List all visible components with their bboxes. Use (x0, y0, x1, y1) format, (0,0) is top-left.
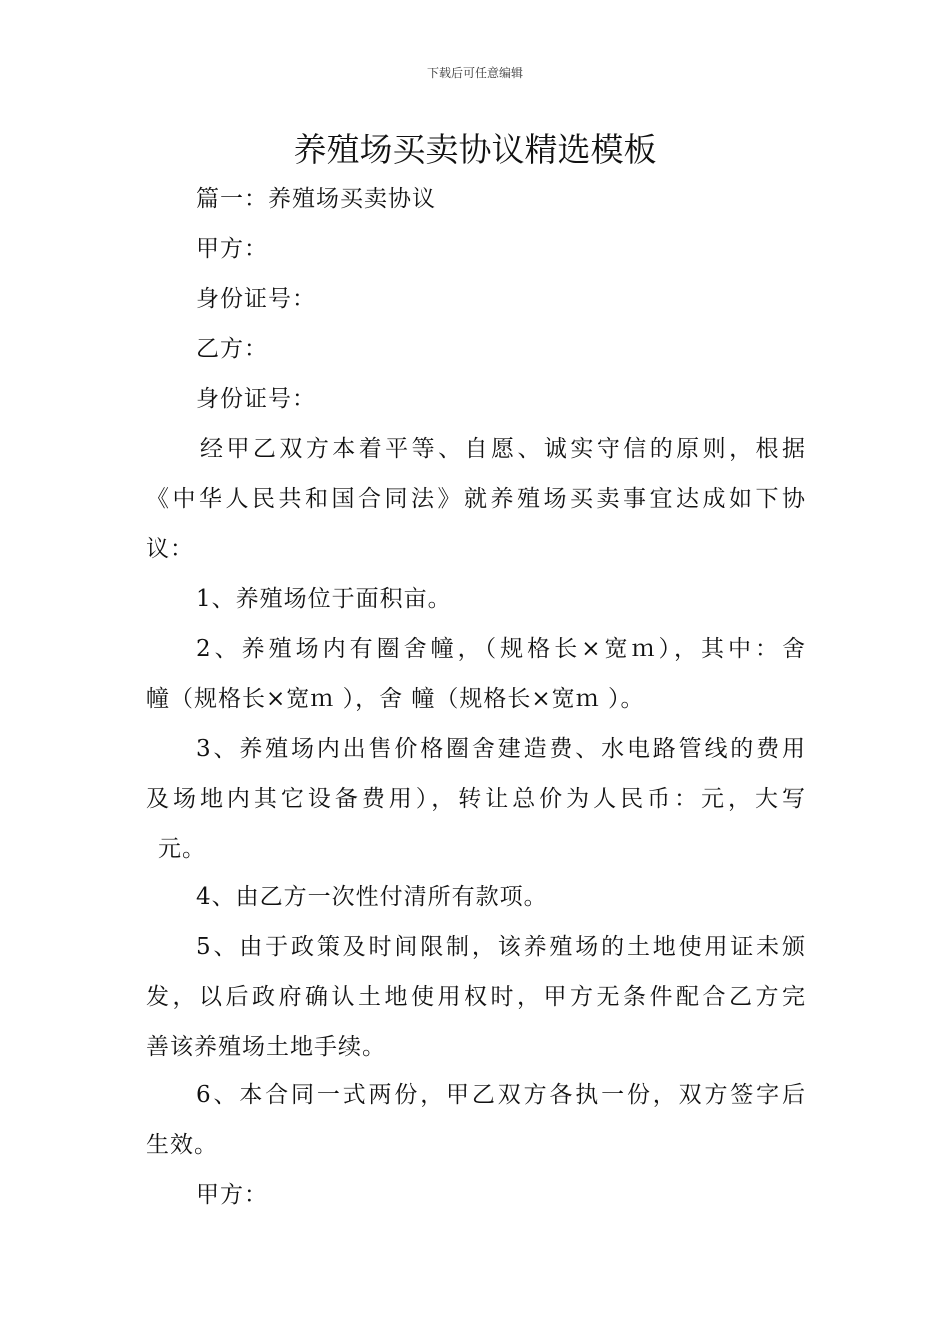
clause-line: 幢（规格长×宽ｍ ），舍 幢（规格长×宽ｍ ）。 (146, 686, 645, 712)
clause-line: 元。 (158, 836, 206, 862)
signature-party-a-label: 甲方： (196, 1182, 268, 1208)
clause-line: 1、养殖场位于面积亩。 (196, 586, 452, 612)
preamble-line: 《中华人民共和国合同法》就养殖场买卖事宜达成如下协 (146, 486, 806, 512)
page-header-note: 下载后可任意编辑 (426, 66, 523, 80)
clause-line: 及场地内其它设备费用），转让总价为人民币：元，大写 (146, 786, 806, 812)
clause-line: 6、本合同一式两份，甲乙双方各执一份，双方签字后 (196, 1082, 806, 1108)
party-b-id-label: 身份证号： (196, 386, 316, 412)
clause-line: 善该养殖场土地手续。 (146, 1034, 386, 1060)
section-heading: 篇一：养殖场买卖协议 (196, 186, 436, 212)
clause-line: 发，以后政府确认土地使用权时，甲方无条件配合乙方完 (146, 984, 806, 1010)
clause-line: 2、养殖场内有圈舍幢，（规格长×宽ｍ），其中：舍 (196, 636, 806, 662)
preamble-line: 经甲乙双方本着平等、自愿、诚实守信的原则，根据 (200, 436, 806, 462)
party-b-label: 乙方： (196, 336, 268, 362)
party-a-label: 甲方： (196, 236, 268, 262)
clause-line: 3、养殖场内出售价格圈舍建造费、水电路管线的费用 (196, 736, 806, 762)
preamble-line: 议： (146, 536, 194, 562)
clause-line: 5、由于政策及时间限制，该养殖场的土地使用证未颁 (196, 934, 806, 960)
clause-line: 生效。 (146, 1132, 218, 1158)
document-title: 养殖场买卖协议精选模板 (293, 130, 657, 169)
party-a-id-label: 身份证号： (196, 286, 316, 312)
clause-line: 4、由乙方一次性付清所有款项。 (196, 884, 548, 910)
